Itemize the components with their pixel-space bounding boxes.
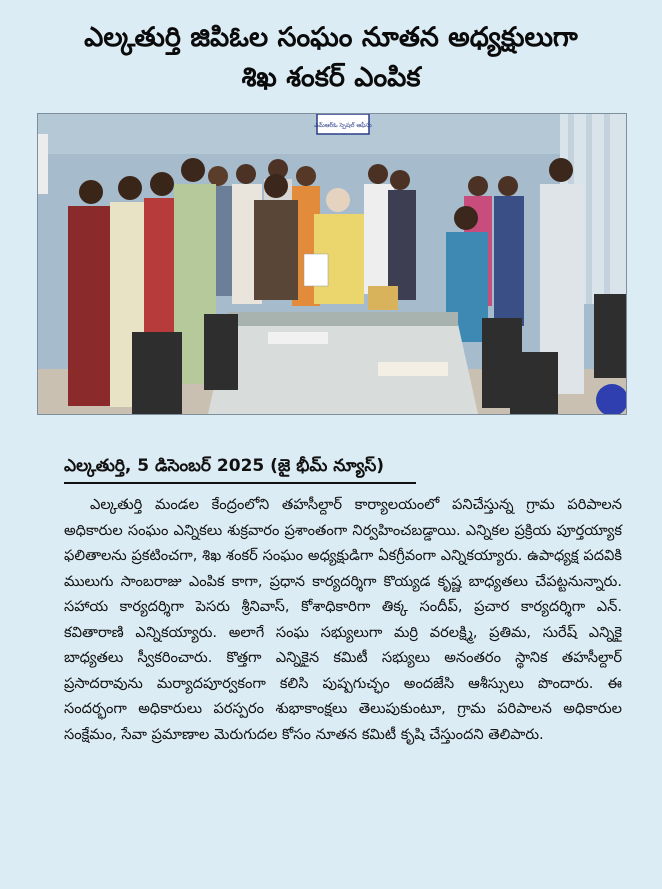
office-sign-text: ఎమ్ఆర్ఓ స్పెషల్ ఆఫీసు	[314, 122, 372, 129]
headline	[0, 18, 662, 98]
headline-line-1: ఎల్కతుర్తి జిపిఓల సంఘం నూతన అధ్యక్షులుగా	[84, 22, 578, 53]
dateline-divider	[64, 482, 416, 484]
group-photo-illustration	[38, 114, 626, 414]
article-body: ఎల్కతుర్తి మండల కేంద్రంలోని తహసీల్దార్ కార్యాలయంలో పనిచేస్తున్న గ్రామ పరిపాలన అధికారుల సంఘం ఎన్నికలు శుక్రవారం ప్రశాంతంగా నిర్వహించబడ్డాయి. ఎన్నికల ప్రక్రియ పూర్తయ్యాక ఫలితాలను ప్రకటించగా, శిఖ శంకర్ సంఘం అధ్యక్షుడిగా ఏకగ్రీవంగా ఎన్నికయ్యారు. ఉపాధ్యక్ష పదవికి ములుగు సాంబరాజు ఎంపిక కాగా, ప్రధాన కార్యదర్శిగా కొయ్యడ కృష్ణ బాధ్యతలు చేపట్టనున్నారు. సహాయ కార్యదర్శిగా పెసరు శ్రీనివాస్, కోశాధికారిగా తిక్క సందీప్, ప్రచార కార్యదర్శిగా ఎన్. కవితారాణి ఎన్నికయ్యారు. అలాగే సంఘ సభ్యులుగా మర్రి వరలక్ష్మి, ప్రతిమ, సురేష్ ఎన్నికై బాధ్యతలు స్వీకరించారు. కొత్తగా ఎన్నికైన కమిటీ సభ్యులు అనంతరం స్థానిక తహసీల్దార్ ప్రసాదరావును మర్యాదపూర్వకంగా కలిసి పుష్పగుచ్ఛం అందజేసి ఆశీస్సులు పొందారు. ఈ సందర్భంగా అధికారులు పరస్పరం శుభాకాంక్షలు తెలుపుకుంటూ, గ్రామ పరిపాలన అధికారుల సంక్షేమం, సేవా ప్రమాణాల మెరుగుదల కోసం నూతన కమిటీ కృషి చేస్తుందని తెలిపారు.	[64, 496, 622, 743]
news-photo	[37, 113, 627, 415]
headline-line-2: శిఖ శంకర్ ఎంపిక	[241, 62, 421, 93]
dateline: ఎల్కతుర్తి, 5 డిసెంబర్ 2025 (జై భీమ్ న్యూస్)	[64, 456, 385, 476]
